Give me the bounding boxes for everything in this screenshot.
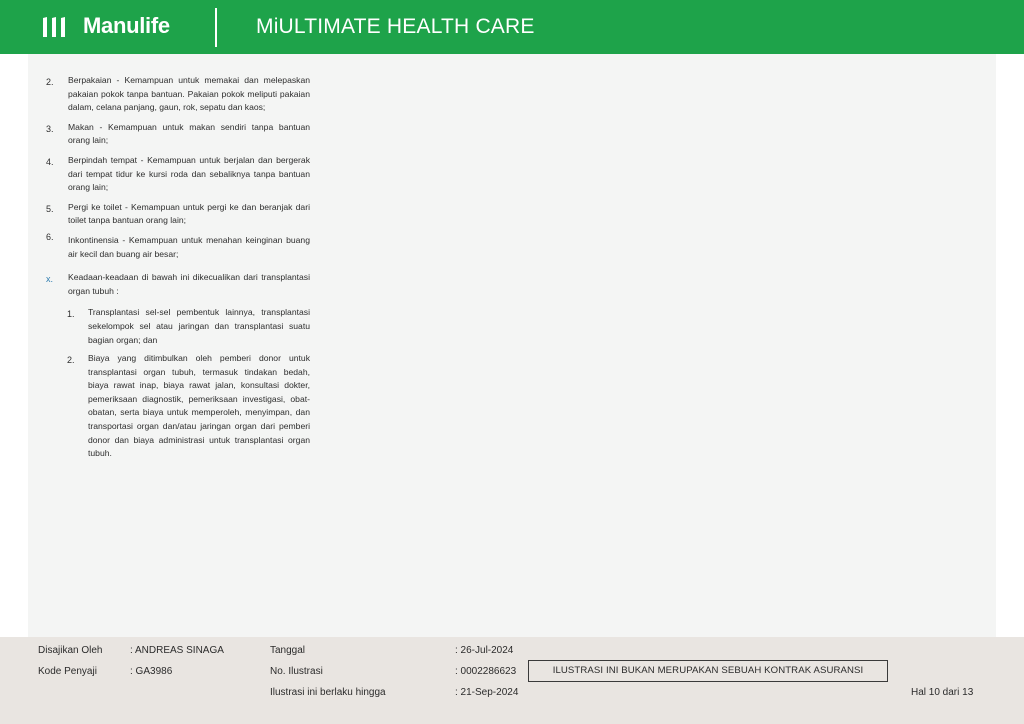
date-label: Tanggal [270,645,306,656]
list-item [46,231,310,261]
exclusion-heading [46,271,310,298]
item-text: Pergi ke toilet - Kemampuan untuk pergi ke dan beranjak dari toilet tanpa bantuan orang lain; [68,201,310,226]
valid-until-label: Ilustrasi ini berlaku hingga [270,687,386,698]
item-text: Keadaan-keadaan di bawah ini dikecualikan dari transplantasi organ tubuh : [68,272,310,296]
list-item [46,74,310,115]
item-number: 3. [46,123,54,134]
sub-item-text: Transplantasi sel-sel pembentuk lainnya, transplantasi sekelompok sel atau jaringan dan transplantasi suatu bagian organ; dan [88,307,310,345]
item-text: Berpindah tempat - Kemampuan untuk berjalan dan bergerak dari tempat tidur ke kursi roda dan sebaliknya tanpa bantuan orang lain; [68,154,310,193]
date-value: : 26-Jul-2024 [455,645,514,656]
item-number: 2. [46,77,54,87]
footer [0,637,1024,724]
item-number: x. [46,274,54,285]
list-item [46,201,310,228]
item-number: 4. [46,156,54,167]
illustration-number-value: : 0002286623 [455,666,517,677]
item-number: 6. [46,231,54,242]
valid-until-value: : 21-Sep-2024 [455,687,519,698]
sub-item-number: 1. [67,309,75,320]
item-number: 5. [46,203,54,214]
illustration-number-label: No. Ilustrasi [270,666,323,677]
item-text: Inkontinensia - Kemampuan untuk menahan keinginan buang air kecil dan buang air besar; [68,234,310,259]
disclaimer-box: ILUSTRASI INI BUKAN MERUPAKAN SEBUAH KONTRAK ASURANSI [528,660,888,682]
presenter-code-label: Kode Penyaji [38,666,97,677]
page-number: Hal 10 dari 13 [911,687,974,698]
item-text: Makan - Kemampuan untuk makan sendiri tanpa bantuan orang lain; [68,121,310,146]
brand-name: Manulife [83,13,170,38]
presented-by-value: : ANDREAS SINAGA [130,645,224,656]
policy-text-column [46,74,310,466]
list-item [46,154,310,195]
product-title: MiULTIMATE HEALTH CARE [256,15,535,38]
manulife-logo-icon [42,16,68,38]
sub-list-item [46,306,310,347]
header-divider [215,8,217,47]
list-item [46,121,310,148]
sub-item-number: 2. [67,355,75,366]
sub-list-item [46,352,310,461]
sub-item-text: Biaya yang ditimbulkan oleh pemberi donor untuk transplantasi organ tubuh, termasuk tindakan bedah, biaya rawat inap, biaya rawat jalan, konsultasi dokter, pemeriksaan diagnostik, pemeriksaan investigasi, obat-obatan, serta biaya untuk memperoleh, menyimpan, dan transportasi organ dan/atau jaringan organ dari pemberi donor dan biaya administrasi untuk transplantasi organ tubuh. [88,353,310,459]
presented-by-label: Disajikan Oleh [38,645,103,656]
presenter-code-value: : GA3986 [130,666,173,677]
header-bar [0,0,1024,54]
item-text: Berpakaian - Kemampuan untuk memakai dan melepaskan pakaian pokok tanpa bantuan. Pakaian pokok meliputi pakaian dalam, celana panjang, gaun, rok, sepatu dan kaos; [68,75,310,113]
